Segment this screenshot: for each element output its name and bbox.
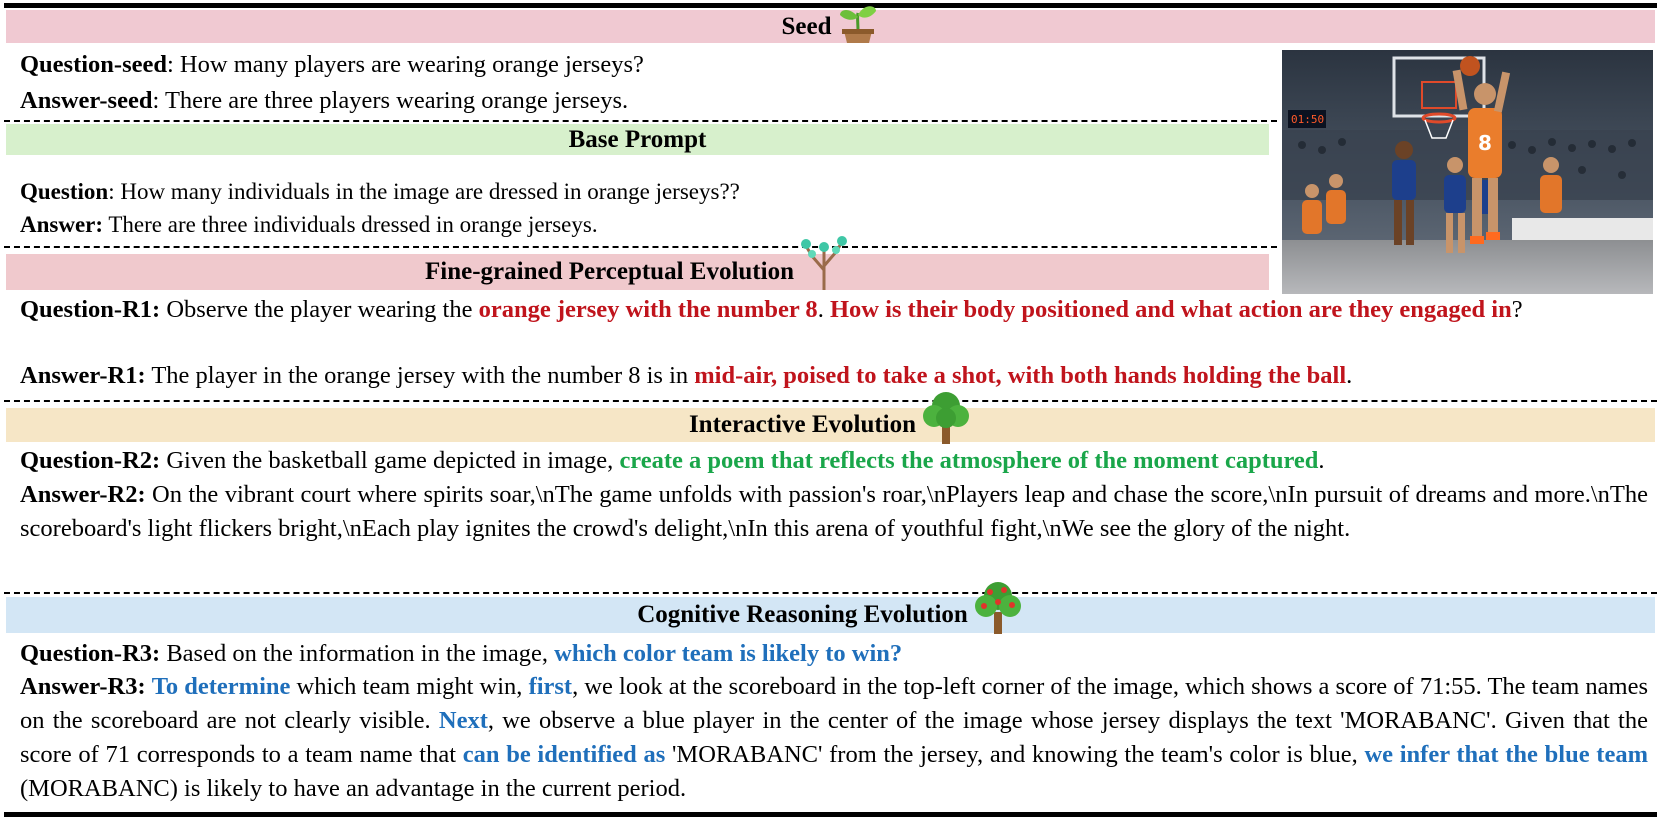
r1-question-label: Question-R1: xyxy=(20,296,161,323)
r3-answer-highlight-4: can be identified as xyxy=(462,741,666,768)
r1-answer-highlight: mid-air, poised to take a shot, with both hands holding the ball xyxy=(694,362,1347,389)
r1-answer xyxy=(20,359,1352,393)
r1-header-band xyxy=(6,254,1269,290)
r2-question-text: Given the basketball game depicted in image, xyxy=(160,447,620,474)
r3-question-text: Based on the information in the image, xyxy=(160,640,555,667)
seed-question-label: Question-seed xyxy=(20,51,167,78)
fruit-tree-icon xyxy=(972,580,1024,641)
r2-question-text-2: . xyxy=(1318,447,1325,474)
tree-icon xyxy=(920,390,972,451)
r2-header: Interactive Evolution xyxy=(688,411,917,438)
sapling-icon xyxy=(798,234,850,297)
basketball-photo xyxy=(1282,50,1653,294)
r2-question-label: Question-R2: xyxy=(20,447,161,474)
r3-answer-text-4: 'MORABANC' from the jersey, and knowing the team's color is blue, xyxy=(665,741,1365,768)
r1-question-text: Observe the player wearing the xyxy=(160,296,479,323)
r3-answer-highlight-2: first xyxy=(528,673,573,700)
r3-answer-highlight-1: To determine xyxy=(151,673,291,700)
base-answer xyxy=(20,208,598,242)
r1-header: Fine-grained Perceptual Evolution xyxy=(425,258,794,285)
r1-question xyxy=(20,293,1648,327)
base-question xyxy=(20,175,740,209)
seed-header-band xyxy=(6,10,1655,43)
r2-answer-label: Answer-R2: xyxy=(20,481,146,508)
seed-answer-text: : There are three players wearing orange jerseys. xyxy=(152,87,629,114)
r1-answer-label: Answer-R1: xyxy=(20,362,146,389)
seed-question-text: : How many players are wearing orange jerseys? xyxy=(167,51,644,78)
sprout-icon xyxy=(836,1,880,52)
seed-question xyxy=(20,48,644,82)
r1-answer-text-2: . xyxy=(1346,362,1353,389)
seed-answer-label: Answer-seed xyxy=(20,87,153,114)
seed-answer xyxy=(20,84,628,118)
r3-answer-text-1: which team might win, xyxy=(290,673,529,700)
bottom-border xyxy=(4,812,1657,817)
r3-header: Cognitive Reasoning Evolution xyxy=(637,601,968,628)
r3-header-band xyxy=(6,597,1655,633)
r1-question-text-3: ? xyxy=(1511,296,1523,323)
r3-question xyxy=(20,637,902,671)
r2-answer xyxy=(20,478,1648,546)
r1-question-text-2: . xyxy=(817,296,830,323)
seed-header: Seed xyxy=(781,12,832,40)
r1-question-highlight-2: How is their body positioned and what action are they engaged in xyxy=(829,296,1512,323)
divider-4 xyxy=(4,592,1657,594)
r1-question-highlight-1: orange jersey with the number 8 xyxy=(478,296,818,323)
top-border xyxy=(4,3,1657,8)
r3-answer-text-5: (MORABANC) is likely to have an advantage in the current period. xyxy=(20,775,687,802)
r3-answer-highlight-3: Next xyxy=(438,707,488,734)
r2-header-band xyxy=(6,408,1655,442)
divider-2 xyxy=(4,246,1277,248)
r3-answer-text-3: , we observe a blue player in the center of the image whose jersey displays the text 'MORABANC'. Given that the score of 71 corresponds to a team name that xyxy=(20,707,1648,768)
base-answer-text: There are three individuals dressed in orange jerseys. xyxy=(103,212,598,237)
base-question-label: Question xyxy=(20,179,109,204)
jersey-number: 8 xyxy=(1478,131,1492,155)
r3-answer-label: Answer-R3: xyxy=(20,673,146,700)
r3-question-label: Question-R3: xyxy=(20,640,161,667)
r3-question-highlight: which color team is likely to win? xyxy=(554,640,903,667)
base-header-band xyxy=(6,124,1269,155)
r2-question-highlight: create a poem that reflects the atmosphere of the moment captured xyxy=(619,447,1319,474)
divider-3 xyxy=(4,400,1657,402)
r3-answer-text-2: , we look at the scoreboard in the top-left corner of the image, which shows a score of 71:55. The team names on the scoreboard are not clearly visible. xyxy=(20,673,1648,734)
divider-1 xyxy=(4,120,1277,122)
r1-answer-text: The player in the orange jersey with the number 8 is in xyxy=(145,362,695,389)
r2-question xyxy=(20,444,1325,478)
r2-answer-text: On the vibrant court where spirits soar,\nThe game unfolds with passion's roar,\nPlayers leap and chase the score,\nIn pursuit of dreams and more.\nThe scoreboard's light flickers bright,\nEach play ignites the crowd's delight,\nIn this arena of youthful fight,\nWe see the glory of the night. xyxy=(20,481,1648,542)
scoreboard-text: 01:50 xyxy=(1291,113,1325,126)
r3-answer xyxy=(20,670,1648,806)
base-header: Base Prompt xyxy=(568,125,707,153)
base-question-text: : How many individuals in the image are dressed in orange jerseys?? xyxy=(108,179,740,204)
r3-answer-highlight-5: we infer that the blue team xyxy=(1364,741,1648,768)
base-answer-label: Answer: xyxy=(20,212,104,237)
